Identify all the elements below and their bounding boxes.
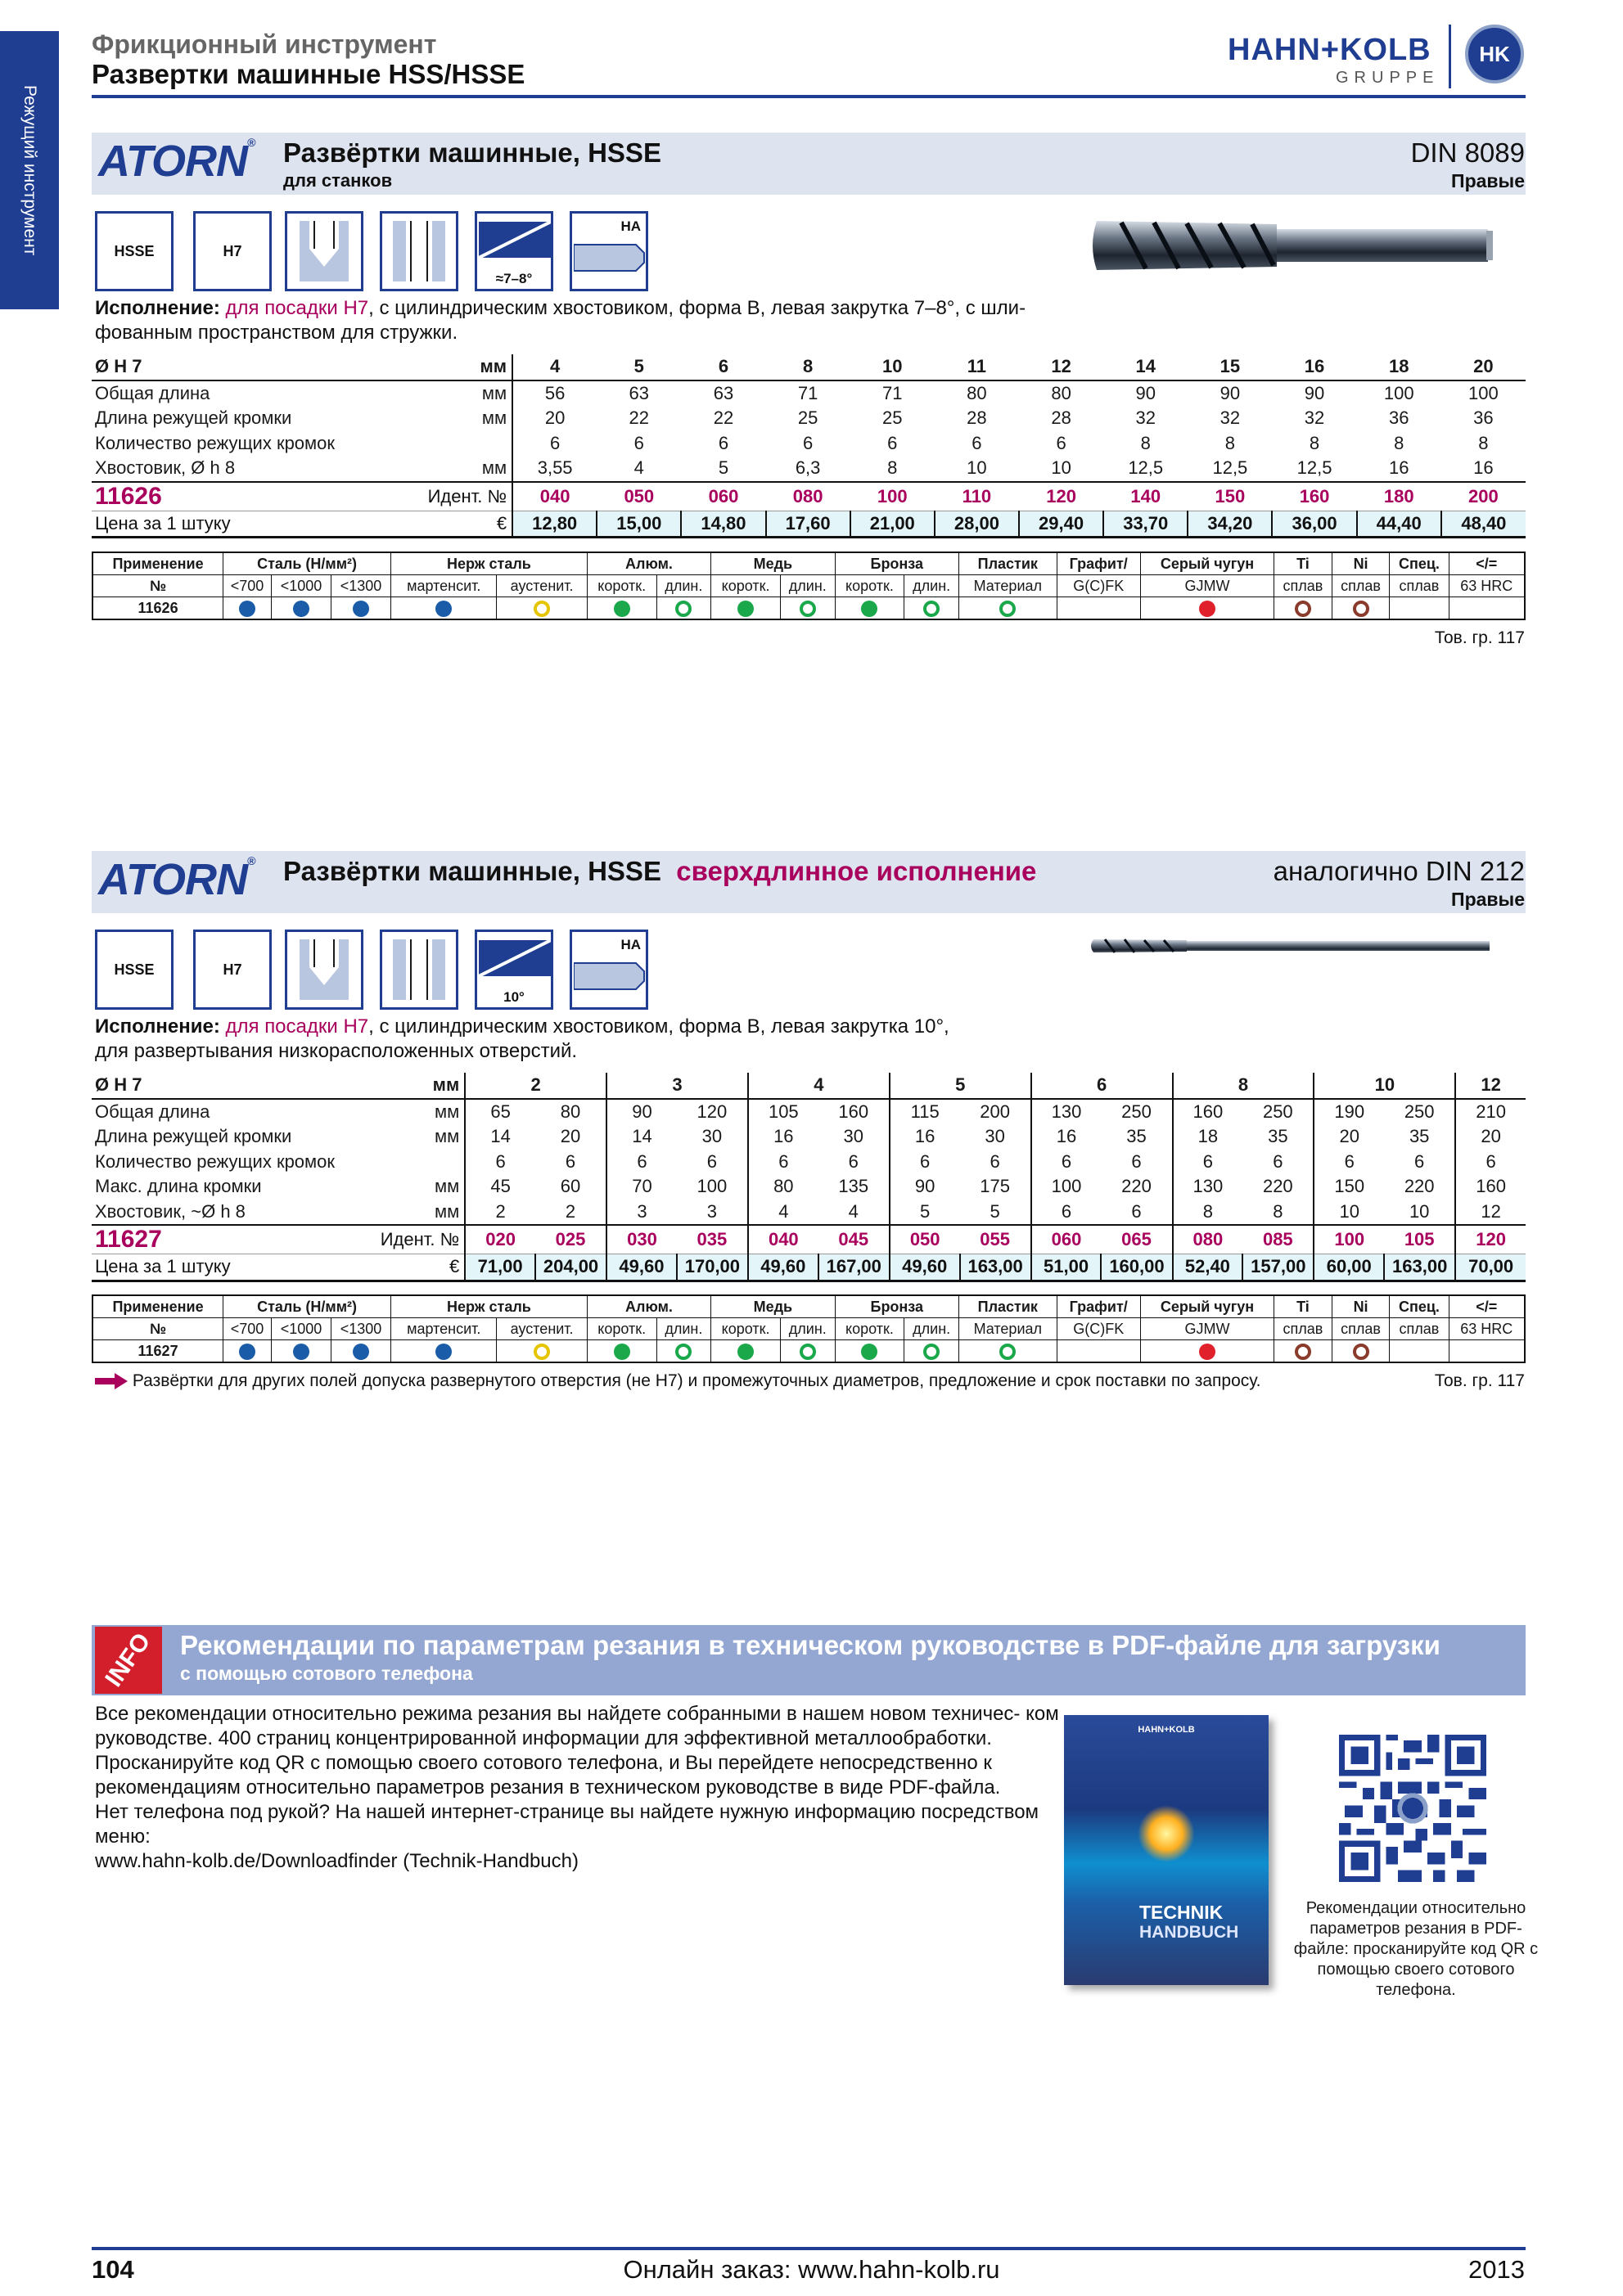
application-dots-row: 11627	[92, 1340, 1525, 1363]
helix-angle-icon: ≈7–8°	[475, 211, 553, 291]
online-order-link[interactable]: Онлайн заказ: www.hahn-kolb.ru	[623, 2255, 1000, 2284]
green-ring-dot-icon	[800, 1344, 816, 1360]
green-filled-dot-icon	[861, 1344, 877, 1360]
spec-row: Макс. длина кромки мм 45 60 70 100 80 135 90 175 100 220 130 220 150 220 160	[92, 1174, 1526, 1200]
blue-filled-dot-icon	[239, 1344, 255, 1360]
yellow-ring-dot-icon	[534, 1344, 550, 1360]
price-row: Цена за 1 штуку € 12,80 15,00 14,80 17,60 21,00 28,00 29,40 33,70 34,20 36,00 44,40 48,40	[92, 511, 1526, 538]
spec-row: Количество режущих кромок 6 6 6 6 6 6 6 6 6 6 6 6 6 6 6	[92, 1150, 1526, 1175]
blue-filled-dot-icon	[435, 1344, 452, 1360]
brown-ring-dot-icon	[1295, 1344, 1311, 1360]
product-group-11627: Тов. гр. 117	[1434, 1371, 1525, 1390]
green-filled-dot-icon	[861, 601, 877, 617]
section1-description: Исполнение: для посадки H7, с цилиндрическим хвостовиком, форма B, левая закрутка 7–8°, с шли- фованным пространством для стружки.	[95, 297, 1026, 344]
atorn-logo: ATORN®	[98, 136, 255, 186]
brand-logo: HAHN+KOLB	[1228, 33, 1431, 67]
shank-ha-icon: HA	[570, 930, 648, 1010]
application-table-11627	[92, 1294, 1526, 1363]
brand-emblem: HK	[1465, 25, 1524, 83]
section2-din: аналогично DIN 212	[1273, 856, 1525, 886]
section1-subtitle: для станков	[283, 170, 393, 191]
brown-ring-dot-icon	[1353, 601, 1369, 617]
custom-order-note: Развёртки для других полей допуска развернутого отверстия (не H7) и промежуточных диаметров, предложение и срок поставки по запросу.	[95, 1371, 1323, 1391]
spec-row: Хвостовик, Ø h 8 мм 3,55 4 5 6,3 8 10 10 12,5 12,5 12,5 16 16	[92, 456, 1526, 482]
ident-row: 11626 Идент. № 040 050 060 080 100 110 120 140 150 160 180 200	[92, 482, 1526, 511]
diameter-row: Ø H 7 мм 2 3 4 5 6 8 10 12	[92, 1073, 1526, 1099]
page-title: Развертки машинные HSS/HSSE	[92, 59, 525, 89]
spec-row: Общая длина мм 56 63 63 71 71 80 80 90 90 90 100 100	[92, 380, 1526, 407]
helix-angle-icon: 10°	[475, 930, 553, 1010]
h7-tolerance-icon: H7	[193, 930, 272, 1010]
green-ring-dot-icon	[800, 601, 816, 617]
blue-filled-dot-icon	[293, 1344, 309, 1360]
green-ring-dot-icon	[923, 1344, 940, 1360]
application-header-row: Применение Сталь (Н/мм²) Нерж сталь Алюм. Медь Бронза Пластик Графит/ Серый чугун Ti Ni Спец. </=	[92, 552, 1525, 575]
brown-ring-dot-icon	[1353, 1344, 1369, 1360]
hsse-icon: HSSE	[95, 930, 174, 1010]
header-rule	[92, 95, 1526, 98]
h7-tolerance-icon: H7	[193, 211, 272, 291]
blind-hole-icon	[285, 930, 363, 1010]
blue-filled-dot-icon	[293, 601, 309, 617]
info-badge-icon: INFO	[95, 1627, 162, 1694]
spec-row: Количество режущих кромок 6 6 6 6 6 6 6 8 8 8 8 8	[92, 431, 1526, 457]
spec-row: Хвостовик, ~Ø h 8 мм 2 2 3 3 4 4 5 5 6 6 8 8 10 10 12	[92, 1200, 1526, 1226]
reamer-long-image	[1089, 930, 1498, 966]
year: 2013	[1468, 2255, 1525, 2284]
atorn-logo: ATORN®	[98, 854, 255, 904]
brown-ring-dot-icon	[1295, 601, 1311, 617]
red-filled-dot-icon	[1199, 601, 1215, 617]
info-title: Рекомендации по параметрам резания в техническом руководстве в PDF-файле для загрузки	[180, 1630, 1440, 1660]
green-filled-dot-icon	[614, 1344, 630, 1360]
red-filled-dot-icon	[1199, 1344, 1215, 1360]
page-number: 104	[92, 2255, 134, 2284]
info-subtitle: с помощью сотового телефона	[180, 1663, 473, 1684]
yellow-ring-dot-icon	[534, 601, 550, 617]
ident-row: 11627 Идент. № 020 025 030 035 040 045 050 055 060 065 080 085 100 105 120	[92, 1225, 1526, 1254]
section2-title: Развёртки машинные, HSSE сверхдлинное исполнение	[283, 856, 1037, 886]
green-ring-dot-icon	[923, 601, 940, 617]
green-ring-dot-icon	[999, 601, 1016, 617]
application-dots-row: 11626	[92, 597, 1525, 620]
green-filled-dot-icon	[614, 601, 630, 617]
spec-table-11627	[92, 1073, 1526, 1282]
technik-handbuch-cover: HAHN+KOLB TECHNIK HANDBUCH	[1064, 1715, 1269, 1985]
blue-filled-dot-icon	[435, 601, 452, 617]
section1-din: DIN 8089	[1410, 137, 1525, 168]
price-row: Цена за 1 штуку € 71,00 204,00 49,60 170,00 49,60 167,00 49,60 163,00 51,00 160,00 52,40 157,00 60,00 163,00 70,00	[92, 1254, 1526, 1281]
blue-filled-dot-icon	[239, 601, 255, 617]
application-header-row: Применение Сталь (Н/мм²) Нерж сталь Алюм. Медь Бронза Пластик Графит/ Серый чугун Ti Ni Спец. </=	[92, 1295, 1525, 1318]
blue-filled-dot-icon	[353, 1344, 369, 1360]
category-title: Фрикционный инструмент	[92, 29, 437, 59]
shank-ha-icon: HA	[570, 211, 648, 291]
logo-divider	[1449, 25, 1451, 88]
blue-filled-dot-icon	[353, 601, 369, 617]
green-filled-dot-icon	[737, 601, 754, 617]
qr-caption: Рекомендации относительно параметров резания в PDF-файле: просканируйте код QR с помощью своего сотового телефона.	[1293, 1899, 1539, 1999]
hsse-icon: HSSE	[95, 211, 174, 291]
green-ring-dot-icon	[675, 1344, 692, 1360]
green-filled-dot-icon	[737, 1344, 754, 1360]
footer-rule	[92, 2247, 1526, 2250]
download-link[interactable]: www.hahn-kolb.de/Downloadfinder (Technik-Handbuch)	[95, 1850, 579, 1872]
section2-description: Исполнение: для посадки H7, с цилиндрическим хвостовиком, форма B, левая закрутка 10°, для развертывания низкорасположенных отверстий.	[95, 1015, 949, 1062]
application-subheader-row: № <700 <1000 <1300 мартенсит. аустенит. коротк. длин. коротк. длин. коротк. длин. Материал G(C)FK GJMW сплав сплав сплав 63 HRC	[92, 575, 1525, 597]
reamer-image	[1089, 205, 1498, 290]
application-subheader-row: № <700 <1000 <1300 мартенсит. аустенит. коротк. длин. коротк. длин. коротк. длин. Материал G(C)FK GJMW сплав сплав сплав 63 HRC	[92, 1318, 1525, 1340]
green-ring-dot-icon	[999, 1344, 1016, 1360]
section1-direction: Правые	[1451, 170, 1525, 191]
spec-row: Длина режущей кромки мм 20 22 22 25 25 28 28 32 32 32 36 36	[92, 406, 1526, 431]
arrow-right-icon	[95, 1373, 128, 1389]
spec-table-11626	[92, 354, 1526, 538]
info-text: Все рекомендации относительно режима резания вы найдете собранными в нашем новом техничес- ком руководстве. 400 страниц концентрированной информации для эффективной металлообработки. Просканируйте код QR с помощью своего сотового телефона, и Вы перейдете непосредственно к рекомендациям относительно параметров резания в техническом руководстве в виде PDF-файла. Нет телефона под рукой? На нашей интернет-странице вы найдете нужную информацию посредством меню: www.hahn-kolb.de/Downloadfinder (Technik-Handbuch)	[95, 1702, 1061, 1874]
through-hole-icon	[380, 211, 458, 291]
blind-hole-icon	[285, 211, 363, 291]
spec-row: Ø H 7 мм 4 5 6 8 10 11 12 14 15 16 18 20	[92, 354, 1526, 380]
application-table-11626	[92, 551, 1526, 620]
spec-row: Общая длина мм 65 80 90 120 105 160 115 200 130 250 160 250 190 250 210	[92, 1099, 1526, 1125]
sidebar-tab	[0, 31, 59, 309]
spec-row: Длина режущей кромки мм 14 20 14 30 16 30 16 30 16 35 18 35 20 35 20	[92, 1124, 1526, 1150]
section1-title: Развёртки машинные, HSSE	[283, 137, 661, 168]
qr-code[interactable]	[1339, 1735, 1486, 1886]
sidebar-label: Режущий инструмент	[20, 84, 39, 256]
section2-title-extra: сверхдлинное исполнение	[676, 856, 1037, 886]
product-group-11626: Тов. гр. 117	[1434, 628, 1525, 647]
brand-sub: GRUPPE	[1336, 69, 1440, 87]
section2-direction: Правые	[1451, 889, 1525, 910]
through-hole-icon	[380, 930, 458, 1010]
green-ring-dot-icon	[675, 601, 692, 617]
